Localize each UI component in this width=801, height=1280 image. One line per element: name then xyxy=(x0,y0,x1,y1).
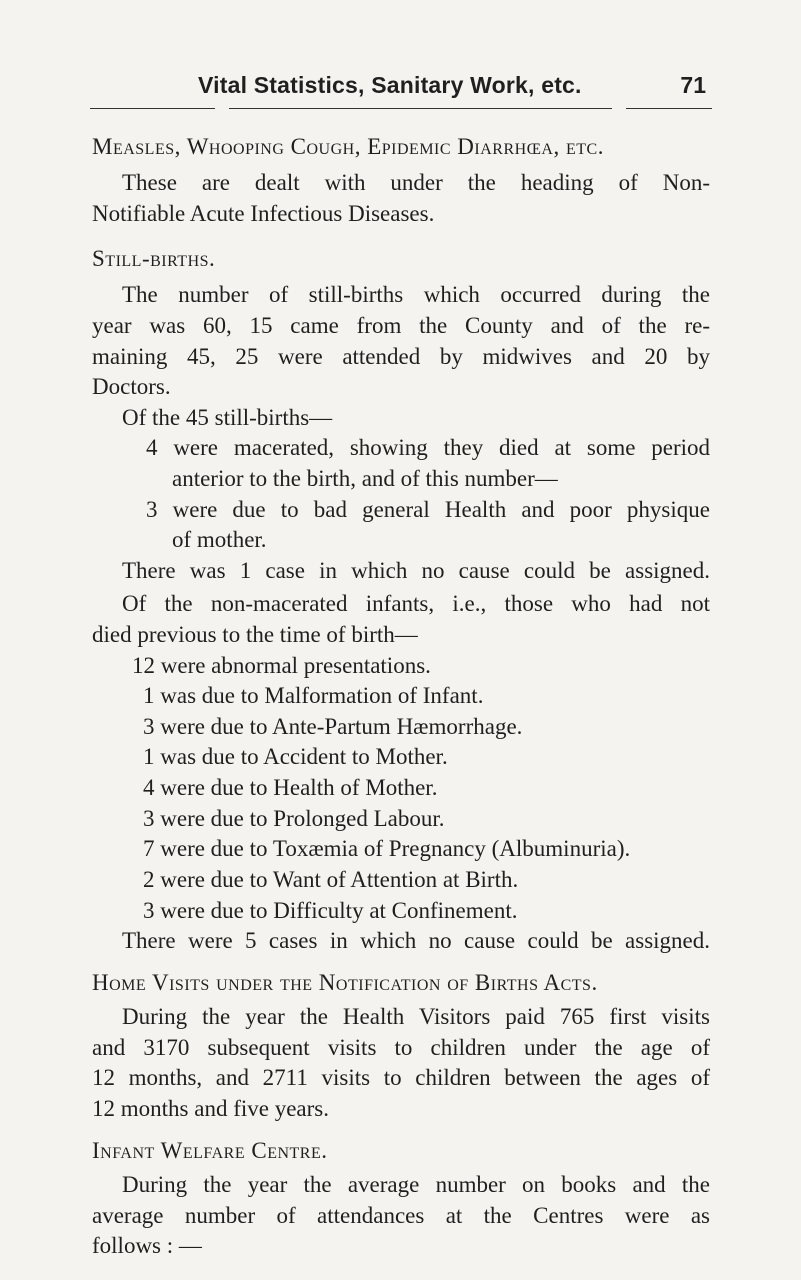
section-heading-infant-welfare: Infant Welfare Centre. xyxy=(92,1137,328,1163)
list-item: 7 were due to Toxæmia of Pregnancy (Albuminuria). xyxy=(143,836,631,862)
header-title: Vital Statistics, Sanitary Work, etc. xyxy=(198,72,582,98)
list-item: 3 were due to Prolonged Labour. xyxy=(143,805,445,831)
text-line: died previous to the time of birth— xyxy=(92,621,418,647)
text-line: During the year the average number on books and the xyxy=(122,1172,710,1198)
text-line: Of the 45 still-births— xyxy=(122,404,333,430)
text-line: 12 months, and 2711 visits to children between the ages of xyxy=(92,1065,710,1091)
list-item: anterior to the birth, and of this number— xyxy=(172,466,558,492)
text-line: average number of attendances at the Centres were as xyxy=(92,1202,710,1228)
section-heading-measles: Measles, Whooping Cough, Epidemic Diarrhœa, etc. xyxy=(92,134,604,159)
text-line: Of the non-macerated infants, i.e., those who had not xyxy=(122,591,710,617)
list-item: 1 was due to Malformation of Infant. xyxy=(143,683,484,709)
text-line: maining 45, 25 were attended by midwives and 20 by xyxy=(92,343,710,369)
text-line: These are dealt with under the heading of Non- xyxy=(122,170,710,196)
list-item: 4 were due to Health of Mother. xyxy=(143,775,438,801)
text-line: year was 60, 15 came from the County and of the re- xyxy=(92,312,710,338)
list-item: of mother. xyxy=(172,527,267,553)
section-heading-stillbirths: Still-births. xyxy=(92,246,216,272)
list-item: 3 were due to Difficulty at Confinement. xyxy=(143,897,518,923)
text-line: Notifiable Acute Infectious Diseases. xyxy=(92,200,435,226)
list-item: 2 were due to Want of Attention at Birth. xyxy=(143,866,519,892)
running-header xyxy=(90,72,710,106)
text-line: There were 5 cases in which no cause could be assigned. xyxy=(122,928,710,954)
text-line: Doctors. xyxy=(92,374,171,400)
page-number: 71 xyxy=(680,72,706,98)
text-line: During the year the Health Visitors paid 765 first visits xyxy=(122,1004,710,1030)
text-line: and 3170 subsequent visits to children under the age of xyxy=(92,1034,710,1060)
list-item: 3 were due to bad general Health and poor physique xyxy=(146,496,710,522)
text-line: 12 months and five years. xyxy=(92,1096,329,1122)
text-line: The number of still-births which occurred during the xyxy=(122,282,710,308)
list-item: 12 were abnormal presentations. xyxy=(132,652,431,678)
list-item: 1 was due to Accident to Mother. xyxy=(143,744,448,770)
list-item: 3 were due to Ante-Partum Hæmorrhage. xyxy=(143,713,523,739)
list-item: 4 were macerated, showing they died at some period xyxy=(146,435,710,461)
text-line: follows : — xyxy=(92,1233,202,1259)
section-heading-home-visits: Home Visits under the Notification of Births Acts. xyxy=(92,969,598,995)
text-line: There was 1 case in which no cause could be assigned. xyxy=(122,557,710,583)
